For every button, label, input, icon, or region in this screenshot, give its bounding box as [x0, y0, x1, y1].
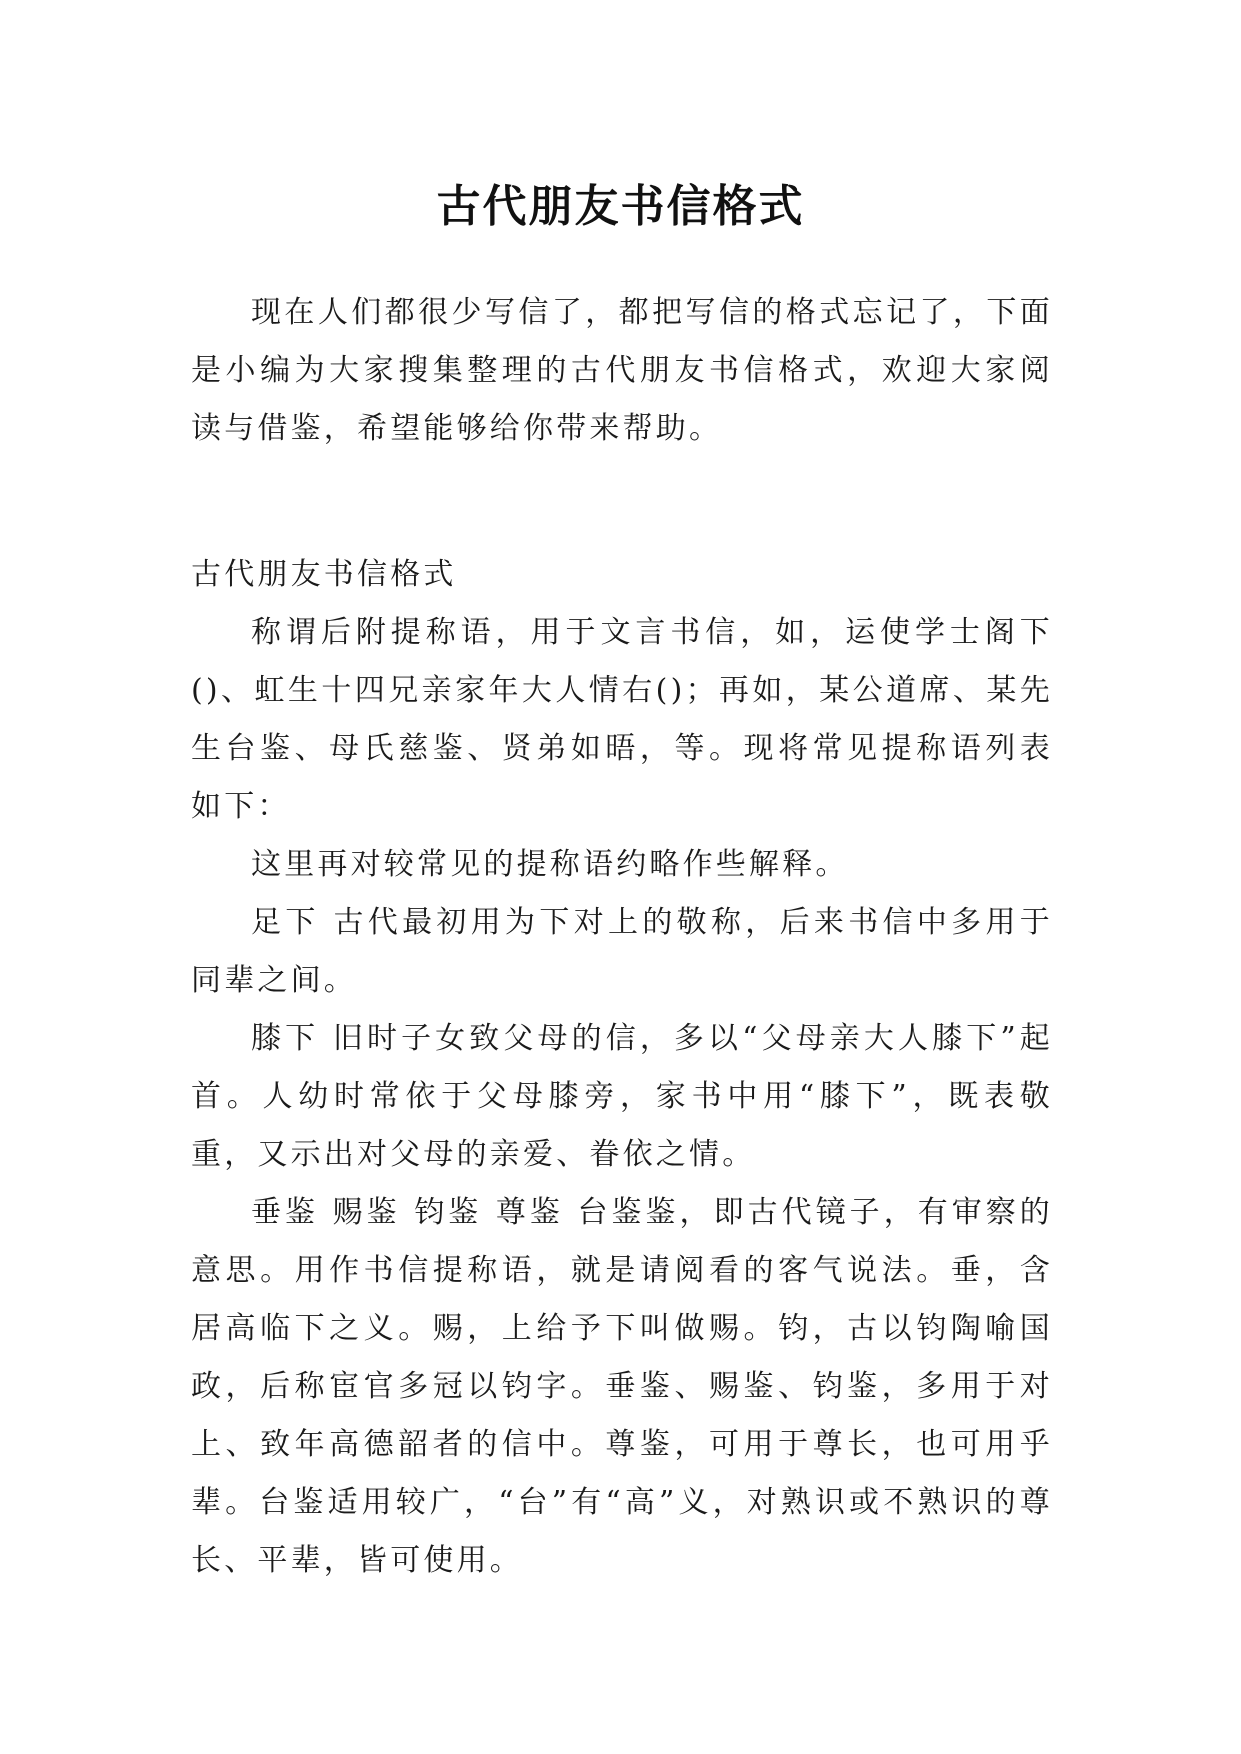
section-heading: 古代朋友书信格式 [191, 557, 457, 592]
paragraph-explanation-intro: 这里再对较常见的提称语约略作些解释。 [251, 847, 849, 882]
intro-paragraph: 现在人们都很少写信了，都把写信的格式忘记了，下面是小编为大家搜集整理的古代朋友书信格式，欢迎大家阅读与借鉴，希望能够给你带来帮助。 [191, 295, 1053, 446]
document-body [191, 284, 1053, 1590]
document-title: 古代朋友书信格式 [436, 181, 805, 233]
paragraph-zuxia: 足下 古代最初用为下对上的敬称，后来书信中多用于同辈之间。 [191, 905, 1053, 998]
paragraph-spacer [191, 458, 1053, 546]
paragraph-jian-terms: 垂鉴 赐鉴 钧鉴 尊鉴 台鉴鉴，即古代镜子，有审察的意思。用作书信提称语，就是请阅看的客气说法。垂，含居高临下之义。赐，上给予下叫做赐。钧，古以钧陶喻国政，后称宦官多冠以钧字。垂鉴、赐鉴、钧鉴，多用于对上、致年高德韶者的信中。尊鉴，可用于尊长，也可用乎辈。台鉴适用较广，“台”有“高”义，对熟识或不熟识的尊长、平辈，皆可使用。 [191, 1195, 1053, 1578]
paragraph-salutation-terms: 称谓后附提称语，用于文言书信，如，运使学士阁下()、虹生十四兄亲家年大人情右()；再如，某公道席、某先生台鉴、母氏慈鉴、贤弟如晤，等。现将常见提称语列表如下： [191, 615, 1053, 824]
paragraph-xixia: 膝下 旧时子女致父母的信，多以“父母亲大人膝下”起首。人幼时常依于父母膝旁，家书中用“膝下”，既表敬重，又示出对父母的亲爱、眷依之情。 [191, 1021, 1053, 1172]
